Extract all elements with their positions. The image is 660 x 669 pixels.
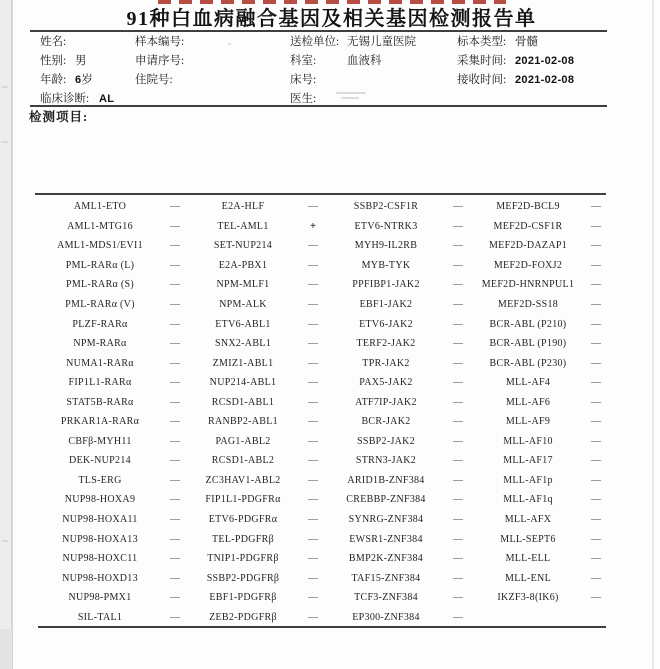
receive-time-label: 接收时间: bbox=[457, 74, 507, 86]
gene-result-symbol: — bbox=[308, 494, 318, 506]
gene-table-rows bbox=[36, 197, 606, 627]
gene-result-symbol: — bbox=[170, 474, 180, 486]
gene-result-symbol: — bbox=[591, 533, 601, 545]
gene-name: NUP98-HOXD13 bbox=[62, 572, 138, 584]
gene-result-symbol: — bbox=[453, 338, 463, 350]
gene-table-row bbox=[36, 236, 606, 256]
gene-name: ETV6-ABL1 bbox=[215, 318, 271, 330]
gene-name: PRKAR1A-RARα bbox=[60, 416, 140, 428]
gene-result-symbol: — bbox=[453, 240, 463, 252]
gene-table-row bbox=[36, 373, 606, 393]
scan-smudge-artifact bbox=[341, 97, 359, 99]
receive-time-value: 2021-02-08 bbox=[515, 74, 575, 86]
gene-result-symbol: — bbox=[308, 396, 318, 408]
sample-no-label: 样本编号: bbox=[135, 36, 185, 48]
gene-name: PML-RARα (S) bbox=[65, 279, 134, 291]
gene-name: ARID1B-ZNF384 bbox=[347, 474, 425, 486]
gene-result-symbol: — bbox=[591, 259, 601, 271]
gene-name: RCSD1-ABL1 bbox=[211, 396, 275, 408]
gene-result-symbol: — bbox=[308, 474, 318, 486]
gene-name: EBF1-JAK2 bbox=[359, 299, 413, 310]
gene-name: MLL-ENL bbox=[505, 572, 551, 584]
gender-label: 性别: bbox=[40, 55, 67, 67]
gene-result-symbol: — bbox=[308, 435, 318, 447]
gene-result-symbol: — bbox=[453, 514, 463, 526]
gene-name: MLL-AF6 bbox=[505, 396, 551, 408]
gene-result-symbol: — bbox=[591, 494, 601, 506]
gene-result-symbol: — bbox=[453, 259, 463, 271]
gene-table-row bbox=[36, 451, 606, 471]
gene-name: RCSD1-ABL2 bbox=[211, 455, 275, 467]
gene-table-row bbox=[36, 412, 606, 432]
gene-result-symbol: — bbox=[453, 416, 463, 428]
gene-name: CREBBP-ZNF384 bbox=[346, 494, 426, 506]
gene-result-symbol: — bbox=[308, 357, 318, 369]
gene-name: E2A-HLF bbox=[221, 201, 265, 213]
scan-artifact bbox=[2, 86, 8, 88]
gene-table-row bbox=[36, 549, 606, 569]
gene-name: EBF1-PDGFRβ bbox=[209, 592, 277, 604]
gene-name: MLL-AF10 bbox=[503, 435, 553, 447]
gene-result-symbol: — bbox=[308, 416, 318, 428]
gene-name: SET-NUP214 bbox=[213, 240, 273, 252]
gene-result-symbol: — bbox=[308, 279, 318, 291]
specimen-label: 标本类型: bbox=[457, 36, 507, 48]
gene-name: STAT5B-RARα bbox=[66, 396, 134, 408]
gene-name: TCF3-ZNF384 bbox=[354, 592, 418, 604]
gene-result-symbol: — bbox=[591, 592, 601, 604]
gene-result-symbol: — bbox=[453, 572, 463, 584]
gene-result-symbol: — bbox=[308, 455, 318, 467]
gene-result-symbol: — bbox=[591, 338, 601, 350]
gene-name: TNIP1-PDGFRβ bbox=[207, 553, 279, 565]
gene-name: ATF7IP-JAK2 bbox=[355, 396, 417, 408]
gene-result-symbol: — bbox=[170, 435, 180, 447]
gene-result-symbol: — bbox=[170, 318, 180, 330]
gene-name: SSBP2-JAK2 bbox=[356, 435, 416, 447]
collect-time-value: 2021-02-08 bbox=[515, 55, 575, 67]
gene-table-row bbox=[36, 568, 606, 588]
gene-name: AML1-MDS1/EVI1 bbox=[57, 240, 143, 252]
gene-result-symbol: — bbox=[170, 299, 180, 310]
gene-table-row bbox=[36, 217, 606, 237]
gene-name: NUP98-HOXC11 bbox=[62, 553, 138, 565]
gene-name: SSBP2-CSF1R bbox=[353, 201, 419, 213]
gene-name: MEF2D-DAZAP1 bbox=[488, 240, 568, 252]
gene-result-symbol: — bbox=[170, 357, 180, 369]
gene-result-symbol: — bbox=[453, 474, 463, 486]
gene-name: RANBP2-ABL1 bbox=[208, 416, 278, 428]
gene-name: BCR-ABL (P190) bbox=[489, 338, 567, 350]
collect-time-label: 采集时间: bbox=[457, 55, 507, 67]
gene-name: NUP98-HOXA11 bbox=[62, 514, 138, 526]
gene-table-row bbox=[36, 314, 606, 334]
gene-result-symbol: — bbox=[453, 435, 463, 447]
gene-result-symbol: — bbox=[308, 318, 318, 330]
gene-table-row bbox=[36, 256, 606, 276]
scan-smudge-artifact bbox=[336, 92, 366, 94]
gene-name: FIP1L1-PDGFRα bbox=[205, 494, 281, 506]
scan-artifact bbox=[2, 540, 8, 542]
gene-name: MLL-AF1q bbox=[503, 494, 553, 506]
gene-name: TERF2-JAK2 bbox=[356, 338, 416, 350]
gene-result-symbol: — bbox=[453, 592, 463, 604]
gene-result-symbol: — bbox=[308, 259, 318, 271]
dept-value: 血液科 bbox=[347, 55, 382, 67]
gene-name: DEK-NUP214 bbox=[69, 455, 131, 467]
title-divider-line bbox=[30, 30, 607, 32]
gene-name: MLL-AF9 bbox=[505, 416, 551, 428]
gene-name: ETV6-JAK2 bbox=[359, 318, 413, 330]
gene-name: MLL-AF17 bbox=[503, 455, 553, 467]
send-unit-label: 送检单位: bbox=[290, 36, 340, 48]
gene-result-symbol: — bbox=[591, 553, 601, 565]
gene-name: SNX2-ABL1 bbox=[214, 338, 272, 350]
gene-result-symbol: — bbox=[308, 377, 318, 389]
gene-table-row bbox=[36, 607, 606, 627]
gene-name: NUP98-HOXA9 bbox=[64, 494, 136, 506]
gene-name: SSBP2-PDGFRβ bbox=[206, 572, 280, 584]
gene-result-symbol: — bbox=[453, 553, 463, 565]
gene-name: NUP98-HOXA13 bbox=[62, 533, 138, 545]
gene-result-symbol: — bbox=[308, 533, 318, 545]
gene-name: TPR-JAK2 bbox=[362, 357, 410, 369]
page-left-edge bbox=[11, 0, 13, 669]
gene-result-symbol: — bbox=[170, 240, 180, 252]
gene-name: ETV6-PDGFRα bbox=[208, 514, 278, 526]
gene-name: MEF2D-FOXJ2 bbox=[493, 259, 563, 271]
gene-result-symbol: — bbox=[453, 318, 463, 330]
gene-result-symbol: — bbox=[170, 220, 180, 232]
gene-result-symbol: — bbox=[453, 396, 463, 408]
diagnosis-label: 临床诊断: bbox=[40, 93, 90, 105]
gene-table-row bbox=[36, 392, 606, 412]
gene-result-symbol: — bbox=[591, 201, 601, 213]
gene-result-symbol: — bbox=[591, 514, 601, 526]
gene-table-top-line bbox=[35, 193, 606, 195]
gene-name: PML-RARα (V) bbox=[65, 299, 135, 310]
gene-result-symbol: — bbox=[308, 338, 318, 350]
gene-result-symbol: — bbox=[453, 455, 463, 467]
gene-name: MLL-AF4 bbox=[505, 377, 551, 389]
gene-table-row bbox=[36, 510, 606, 530]
scan-dot-artifact bbox=[228, 43, 231, 45]
gene-table-row bbox=[36, 197, 606, 217]
gene-result-symbol: — bbox=[170, 259, 180, 271]
gene-result-symbol: — bbox=[591, 299, 601, 310]
gene-table-row bbox=[36, 588, 606, 608]
gene-result-symbol: — bbox=[591, 318, 601, 330]
gene-table-row bbox=[36, 490, 606, 510]
gene-result-symbol: — bbox=[308, 240, 318, 252]
gene-result-symbol: — bbox=[453, 299, 463, 310]
gene-table-row bbox=[36, 432, 606, 452]
gene-name: PLZF-RARα bbox=[72, 318, 128, 330]
gene-result-symbol: — bbox=[591, 357, 601, 369]
doctor-label: 医生: bbox=[290, 93, 317, 105]
gene-result-symbol: — bbox=[170, 533, 180, 545]
gene-result-symbol: — bbox=[453, 611, 463, 623]
gene-name: BCR-ABL (P230) bbox=[489, 357, 567, 369]
gene-result-symbol: — bbox=[170, 396, 180, 408]
gene-name: ETV6-NTRK3 bbox=[354, 220, 418, 232]
gene-name: E2A-PBX1 bbox=[218, 259, 268, 271]
gene-result-symbol: — bbox=[591, 416, 601, 428]
gene-name: PML-RARα (L) bbox=[65, 259, 135, 271]
gene-result-symbol: — bbox=[308, 553, 318, 565]
gene-name: TLS-ERG bbox=[78, 474, 122, 486]
gene-name: BCR-JAK2 bbox=[361, 416, 411, 428]
gene-result-symbol: — bbox=[308, 592, 318, 604]
gene-result-symbol: — bbox=[170, 572, 180, 584]
gene-name: MEF2D-CSF1R bbox=[493, 220, 563, 232]
gene-name: PAG1-ABL2 bbox=[215, 435, 271, 447]
gene-result-symbol: — bbox=[308, 514, 318, 526]
gene-result-symbol: — bbox=[453, 494, 463, 506]
gene-result-symbol: — bbox=[170, 514, 180, 526]
scan-left-margin-bottom bbox=[0, 629, 12, 669]
diagnosis-value: AL bbox=[99, 93, 115, 105]
gender-value: 男 bbox=[75, 55, 87, 67]
gene-result-symbol: — bbox=[591, 455, 601, 467]
bed-no-label: 床号: bbox=[290, 74, 317, 86]
gene-result-symbol: — bbox=[591, 572, 601, 584]
gene-result-symbol: — bbox=[591, 435, 601, 447]
gene-name: MLL-SEPT6 bbox=[500, 533, 556, 545]
gene-name: FIP1L1-RARα bbox=[68, 377, 132, 389]
name-label: 姓名: bbox=[40, 36, 67, 48]
gene-result-symbol: — bbox=[453, 279, 463, 291]
gene-name: AML1-ETO bbox=[73, 201, 127, 213]
gene-name: MLL-AFX bbox=[504, 514, 552, 526]
gene-name: MYB-TYK bbox=[361, 259, 411, 271]
gene-result-symbol: — bbox=[170, 377, 180, 389]
page-right-edge bbox=[652, 0, 654, 669]
dept-label: 科室: bbox=[290, 55, 317, 67]
gene-result-symbol: — bbox=[453, 377, 463, 389]
gene-result-symbol: — bbox=[170, 592, 180, 604]
gene-result-symbol: + bbox=[309, 220, 317, 233]
gene-result-symbol: — bbox=[170, 553, 180, 565]
gene-name: ZC3HAV1-ABL2 bbox=[205, 474, 281, 486]
gene-name: NUMA1-RARα bbox=[66, 357, 134, 369]
gene-name: NPM-RARα bbox=[73, 338, 127, 350]
report-title: 91种白血病融合基因及相关基因检测报告单 bbox=[126, 8, 537, 30]
gene-name: ZMIZ1-ABL1 bbox=[212, 357, 274, 369]
gene-name: TAF15-ZNF384 bbox=[351, 572, 421, 584]
header-bottom-line bbox=[30, 105, 607, 107]
gene-name: NUP98-PMX1 bbox=[68, 592, 132, 604]
gene-table-row bbox=[36, 334, 606, 354]
age-unit: 岁 bbox=[81, 74, 93, 86]
gene-result-symbol: — bbox=[308, 299, 318, 310]
age-label: 年龄: bbox=[40, 74, 67, 86]
gene-result-symbol: — bbox=[170, 455, 180, 467]
gene-name: CBFβ-MYH11 bbox=[68, 435, 132, 447]
gene-table-row bbox=[36, 471, 606, 491]
gene-name: TEL-AML1 bbox=[217, 220, 269, 232]
age-number: 6 bbox=[75, 74, 82, 86]
gene-result-symbol: — bbox=[170, 279, 180, 291]
gene-result-symbol: — bbox=[308, 201, 318, 213]
gene-name: MLL-AF1p bbox=[503, 474, 553, 486]
gene-name: MEF2D-BCL9 bbox=[496, 201, 560, 213]
gene-table-row bbox=[36, 295, 606, 315]
gene-result-symbol: — bbox=[453, 201, 463, 213]
gene-table-row bbox=[36, 529, 606, 549]
gene-result-symbol: — bbox=[308, 572, 318, 584]
specimen-value: 骨髓 bbox=[515, 36, 538, 48]
send-unit-value: 无锡儿童医院 bbox=[347, 36, 416, 48]
gene-table bbox=[36, 197, 606, 627]
gene-result-symbol: — bbox=[453, 357, 463, 369]
gene-name: ZEB2-PDGFRβ bbox=[209, 611, 277, 623]
scan-artifact bbox=[1, 141, 8, 143]
test-items-section-label: 检测项目: bbox=[29, 110, 89, 124]
gene-name: BMP2K-ZNF384 bbox=[348, 553, 424, 565]
gene-result-symbol: — bbox=[170, 201, 180, 213]
gene-result-symbol: — bbox=[170, 494, 180, 506]
gene-name: TEL-PDGFRβ bbox=[212, 533, 274, 545]
apply-no-label: 申请序号: bbox=[135, 55, 185, 67]
gene-result-symbol: — bbox=[591, 474, 601, 486]
gene-result-symbol: — bbox=[591, 220, 601, 232]
gene-name: STRN3-JAK2 bbox=[355, 455, 417, 467]
gene-name: EP300-ZNF384 bbox=[352, 611, 420, 623]
gene-name: PAX5-JAK2 bbox=[359, 377, 413, 389]
gene-name: MLL-ELL bbox=[505, 553, 551, 565]
gene-result-symbol: — bbox=[453, 220, 463, 232]
gene-name: NUP214-ABL1 bbox=[209, 377, 277, 389]
gene-name: AML1-MTG16 bbox=[67, 220, 133, 232]
gene-result-symbol: — bbox=[591, 240, 601, 252]
gene-result-symbol: — bbox=[308, 611, 318, 623]
gene-name: IKZF3-8(IK6) bbox=[497, 592, 559, 604]
gene-name: SYNRG-ZNF384 bbox=[348, 514, 424, 526]
gene-result-symbol: — bbox=[591, 279, 601, 291]
gene-result-symbol: — bbox=[591, 377, 601, 389]
gene-name: NPM-MLF1 bbox=[216, 279, 270, 291]
gene-result-symbol: — bbox=[170, 611, 180, 623]
gene-result-symbol: — bbox=[453, 533, 463, 545]
gene-name: MEF2D-SS18 bbox=[497, 299, 559, 310]
gene-name: MYH9-IL2RB bbox=[354, 240, 418, 252]
gene-name: SIL-TAL1 bbox=[77, 611, 123, 623]
gene-table-row bbox=[36, 353, 606, 373]
gene-name: EWSR1-ZNF384 bbox=[349, 533, 423, 545]
gene-name: PPFIBP1-JAK2 bbox=[352, 279, 420, 291]
age-value bbox=[75, 73, 93, 87]
inpatient-no-label: 住院号: bbox=[135, 74, 173, 86]
gene-result-symbol: — bbox=[170, 416, 180, 428]
gene-result-symbol: — bbox=[591, 396, 601, 408]
gene-table-row bbox=[36, 275, 606, 295]
gene-name: BCR-ABL (P210) bbox=[489, 318, 567, 330]
gene-name: NPM-ALK bbox=[219, 299, 267, 310]
gene-name: MEF2D-HNRNPUL1 bbox=[481, 279, 575, 291]
gene-result-symbol: — bbox=[170, 338, 180, 350]
